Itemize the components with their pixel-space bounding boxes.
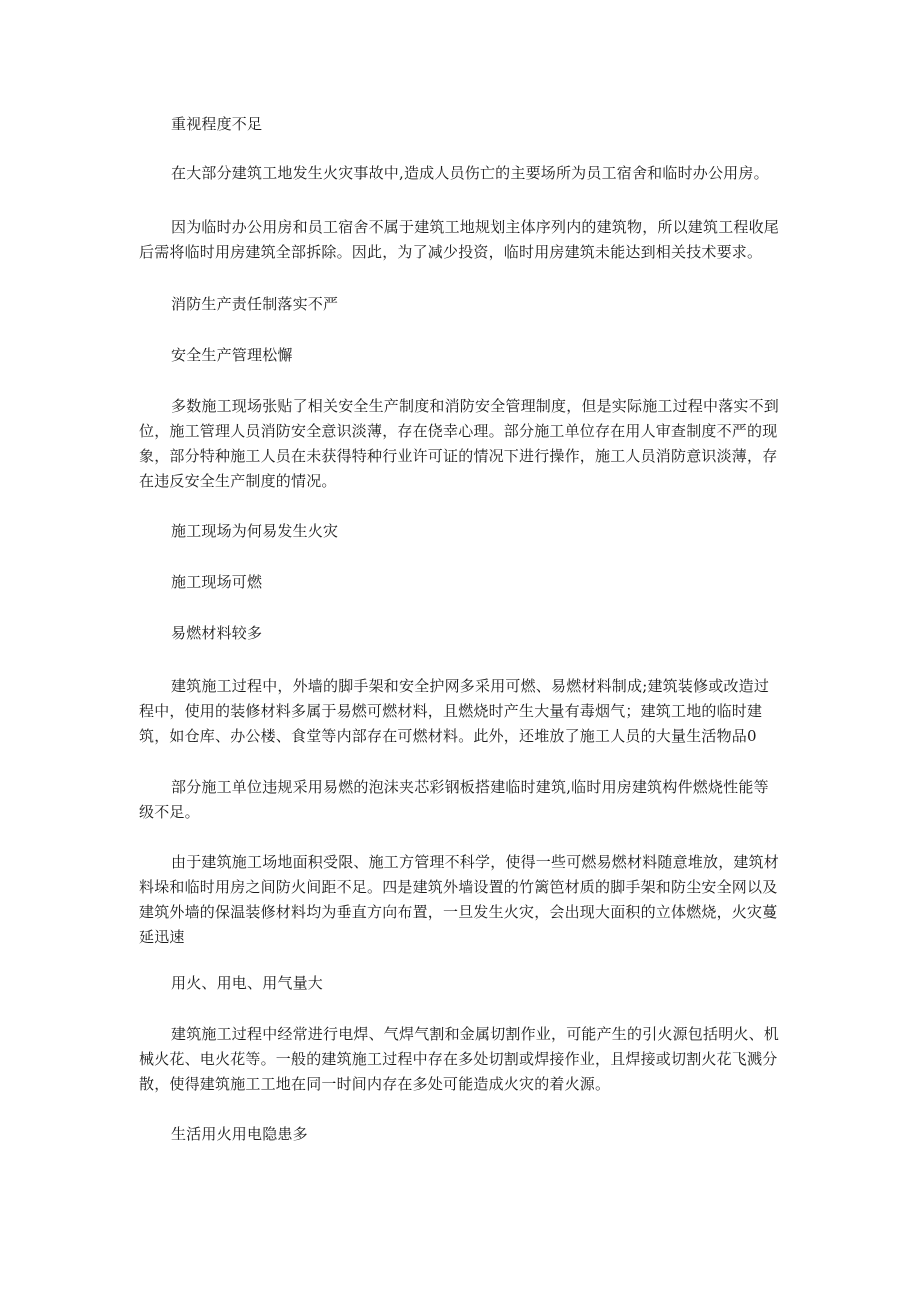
paragraph-casualty-location: 在大部分建筑工地发生火灾事故中,造成人员伤亡的主要场所为员工宿舍和临时办公用房。 xyxy=(171,164,769,182)
paragraph-temporary-buildings: 因为临时办公用房和员工宿舍不属于建筑工地规划主体序列内的建筑物，所以建筑工程收尾后需将临时用房建筑全部拆除。因此，为了减少投资，临时用房建筑未能达到相关技术要求。 xyxy=(139,218,780,261)
heading-why-fire: 施工现场为何易发生火灾 xyxy=(171,522,339,540)
heading-flammable-materials: 易燃材料较多 xyxy=(171,624,263,642)
heading-combustible: 施工现场可燃 xyxy=(171,573,263,591)
paragraph-welding: 建筑施工过程中经常进行电焊、气焊气割和金属切割作业，可能产生的引火源包括明火、机械火花、电火花等。一般的建筑施工过程中存在多处切割或焊接作业，且焊接或切割火花飞溅分散，使得建筑施工工地在同一时间内存在多处可能造成火灾的着火源。 xyxy=(139,1025,780,1093)
paragraph-materials: 建筑施工过程中，外墙的脚手架和安全护网多采用可燃、易燃材料制成;建筑装修或改造过程中，使用的装修材料多属于易燃可燃材料，且燃烧时产生大量有毒烟气；建筑工地的临时建筑，如仓库、办公楼、食堂等内部存在可燃材料。此外，还堆放了施工人员的大量生活物品0 xyxy=(139,677,770,745)
paragraph-safety-rules: 多数施工现场张贴了相关安全生产制度和消防安全管理制度，但是实际施工过程中落实不到位，施工管理人员消防安全意识淡薄，存在侥幸心理。部分施工单位存在用人审查制度不严的现象，部分特种施工人员在未获得特种行业许可证的情况下进行操作，施工人员消防意识淡薄，存在违反安全生产制度的情况。 xyxy=(139,397,780,490)
heading-importance: 重视程度不足 xyxy=(171,115,263,133)
heading-living-hazards: 生活用火用电隐患多 xyxy=(171,1125,308,1143)
heading-management: 安全生产管理松懈 xyxy=(171,346,293,364)
paragraph-foam-panels: 部分施工单位违规采用易燃的泡沫夹芯彩钢板搭建临时建筑,临时用房建筑构件燃烧性能等级不足。 xyxy=(139,778,769,821)
paragraph-storage-spacing: 由于建筑施工场地面积受限、施工方管理不科学，使得一些可燃易燃材料随意堆放，建筑材料垛和临时用房之间防火间距不足。四是建筑外墙设置的竹篱笆材质的脚手架和防尘安全网以及建筑外墙的保温装修材料均为垂直方向布置，一旦发生火灾，会出现大面积的立体燃烧，火灾蔓延迅速 xyxy=(139,853,780,946)
heading-fire-electricity-gas: 用火、用电、用气量大 xyxy=(171,974,324,992)
heading-responsibility: 消防生产责任制落实不严 xyxy=(171,295,339,313)
